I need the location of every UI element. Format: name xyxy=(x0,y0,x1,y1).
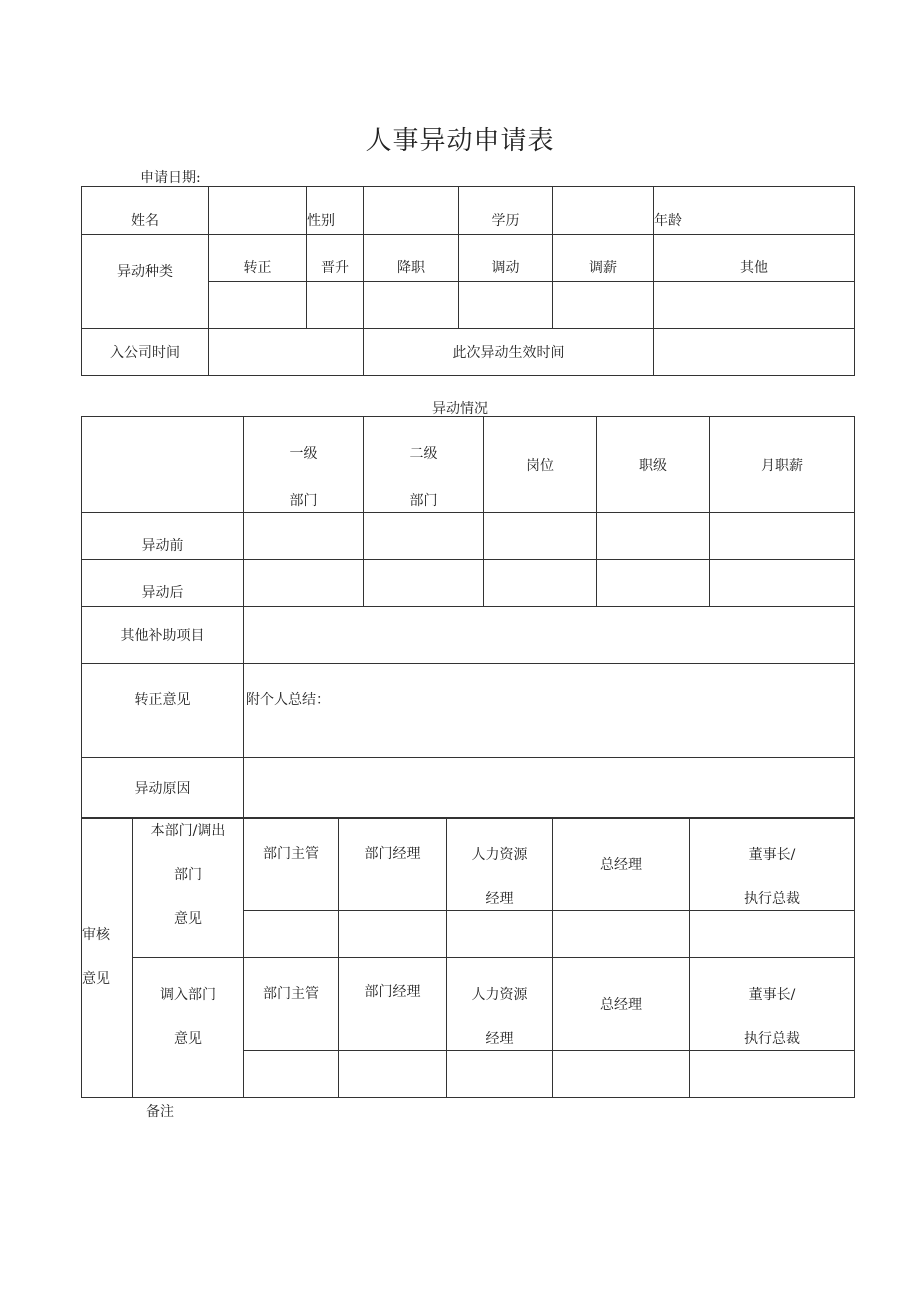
check-demotion[interactable] xyxy=(364,282,459,329)
after-label: 异动后 xyxy=(82,560,244,607)
before-position[interactable] xyxy=(484,513,597,560)
after-level2[interactable] xyxy=(364,560,484,607)
in-role-chairman-line2: 执行总裁 xyxy=(744,1031,800,1047)
header-level2-line2: 部门 xyxy=(409,493,438,509)
after-rank[interactable] xyxy=(597,560,710,607)
change-type-promotion: 晋升 xyxy=(307,235,364,282)
join-date-field[interactable] xyxy=(209,329,364,376)
in-role-hr-line1: 人力资源 xyxy=(471,987,528,1003)
in-sign-chairman[interactable] xyxy=(690,1051,855,1098)
dept-out-line1: 本部门/调出 xyxy=(150,823,226,839)
age-label: 年龄 xyxy=(654,187,855,235)
regularization-label: 转正意见 xyxy=(82,664,244,758)
dept-out-line3: 意见 xyxy=(174,911,202,927)
reason-field[interactable] xyxy=(244,758,855,819)
attach-summary-label: 附个人总结： xyxy=(246,692,330,708)
header-rank: 职级 xyxy=(597,417,710,513)
header-level1-line2: 部门 xyxy=(289,493,318,509)
check-salary[interactable] xyxy=(553,282,654,329)
out-sign-dept-manager[interactable] xyxy=(339,911,447,958)
gender-label: 性别 xyxy=(307,187,364,235)
out-sign-chairman[interactable] xyxy=(690,911,855,958)
education-label: 学历 xyxy=(459,187,553,235)
change-type-label: 异动种类 xyxy=(82,235,209,329)
check-other[interactable] xyxy=(654,282,855,329)
out-role-chairman-line1: 董事长/ xyxy=(748,847,796,863)
in-sign-dept-manager[interactable] xyxy=(339,1051,447,1098)
section-title: 异动情况 xyxy=(432,401,488,417)
in-role-dept-manager: 部门经理 xyxy=(339,958,447,1051)
after-salary[interactable] xyxy=(710,560,855,607)
effective-date-label: 此次异动生效时间 xyxy=(364,329,654,376)
header-monthly-salary: 月职薪 xyxy=(710,417,855,513)
in-role-supervisor: 部门主管 xyxy=(244,958,339,1051)
in-sign-hr[interactable] xyxy=(447,1051,553,1098)
check-transfer[interactable] xyxy=(459,282,553,329)
allowance-label: 其他补助项目 xyxy=(82,607,244,664)
change-type-regular: 转正 xyxy=(209,235,307,282)
after-position[interactable] xyxy=(484,560,597,607)
basic-info-table xyxy=(81,186,855,376)
allowance-field[interactable] xyxy=(244,607,855,664)
out-role-hr-line2: 经理 xyxy=(485,891,514,907)
out-role-chairman-line2: 执行总裁 xyxy=(744,891,800,907)
form-title: 人事异动申请表 xyxy=(365,126,555,156)
header-level2-line1: 二级 xyxy=(409,446,438,462)
join-date-label: 入公司时间 xyxy=(82,329,209,376)
out-role-supervisor: 部门主管 xyxy=(244,818,339,911)
reason-label: 异动原因 xyxy=(82,758,244,819)
in-sign-gm[interactable] xyxy=(553,1051,690,1098)
remarks-label: 备注 xyxy=(146,1104,174,1120)
in-role-chairman xyxy=(690,958,855,1051)
header-blank xyxy=(82,417,244,513)
regularization-field[interactable] xyxy=(244,664,855,758)
review-table xyxy=(81,817,855,1098)
change-type-other: 其他 xyxy=(654,235,855,282)
review-label xyxy=(82,818,133,1098)
before-salary[interactable] xyxy=(710,513,855,560)
out-sign-hr[interactable] xyxy=(447,911,553,958)
in-role-gm: 总经理 xyxy=(553,958,690,1051)
in-role-hr xyxy=(447,958,553,1051)
gender-field[interactable] xyxy=(364,187,459,235)
before-level1[interactable] xyxy=(244,513,364,560)
after-level1[interactable] xyxy=(244,560,364,607)
dept-out-line2: 部门 xyxy=(174,867,202,883)
before-label: 异动前 xyxy=(82,513,244,560)
review-label-line1: 审核 xyxy=(82,927,110,943)
header-position: 岗位 xyxy=(484,417,597,513)
apply-date-label: 申请日期: xyxy=(140,170,201,186)
out-role-hr-line1: 人力资源 xyxy=(471,847,528,863)
header-level2-dept xyxy=(364,417,484,513)
situation-table xyxy=(81,416,855,819)
dept-in-line1: 调入部门 xyxy=(160,987,216,1003)
out-sign-gm[interactable] xyxy=(553,911,690,958)
change-type-demotion: 降职 xyxy=(364,235,459,282)
name-label: 姓名 xyxy=(82,187,209,235)
before-level2[interactable] xyxy=(364,513,484,560)
dept-in-line2: 意见 xyxy=(174,1031,202,1047)
in-role-chairman-line1: 董事长/ xyxy=(748,987,796,1003)
name-field[interactable] xyxy=(209,187,307,235)
change-type-transfer: 调动 xyxy=(459,235,553,282)
out-role-chairman xyxy=(690,818,855,911)
review-label-line2: 意见 xyxy=(82,971,110,987)
in-sign-supervisor[interactable] xyxy=(244,1051,339,1098)
before-rank[interactable] xyxy=(597,513,710,560)
out-sign-supervisor[interactable] xyxy=(244,911,339,958)
effective-date-field[interactable] xyxy=(654,329,855,376)
header-level1-dept xyxy=(244,417,364,513)
out-role-gm: 总经理 xyxy=(553,818,690,911)
check-promotion[interactable] xyxy=(307,282,364,329)
education-field[interactable] xyxy=(553,187,654,235)
change-type-salary: 调薪 xyxy=(553,235,654,282)
check-regular[interactable] xyxy=(209,282,307,329)
header-level1-line1: 一级 xyxy=(289,446,318,462)
dept-in-label xyxy=(133,958,244,1098)
out-role-dept-manager: 部门经理 xyxy=(339,818,447,911)
in-role-hr-line2: 经理 xyxy=(485,1031,514,1047)
dept-out-label xyxy=(133,818,244,958)
out-role-hr xyxy=(447,818,553,911)
